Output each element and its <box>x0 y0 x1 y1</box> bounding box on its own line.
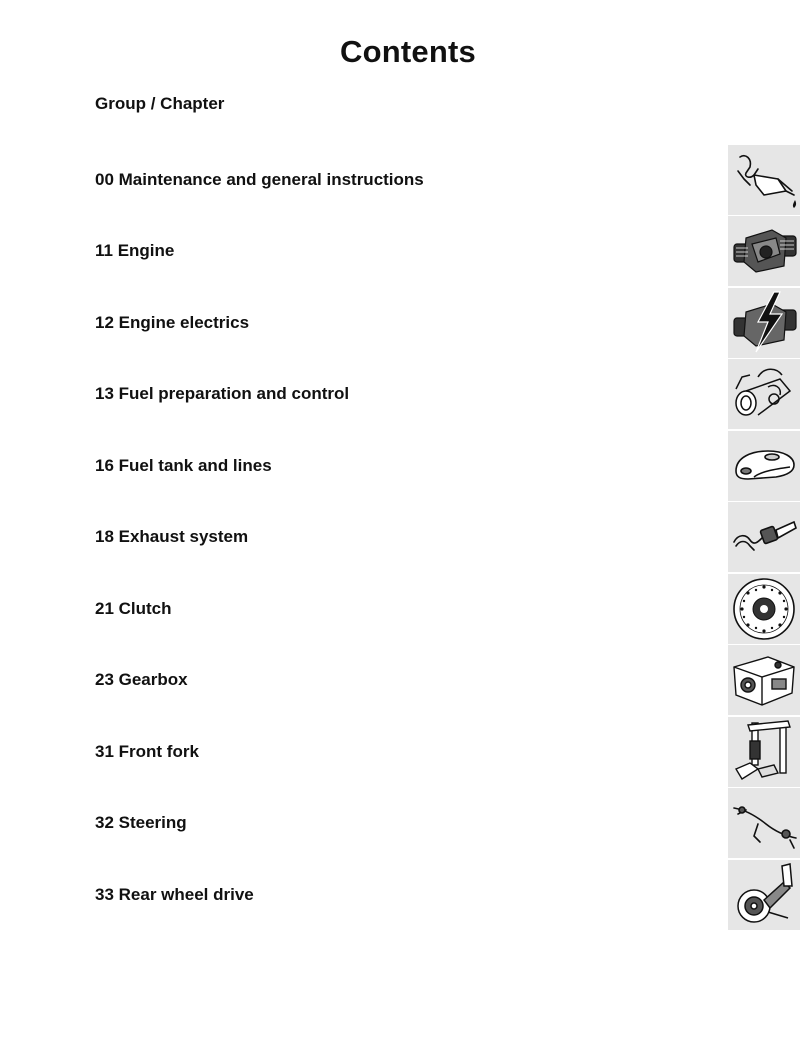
toc-item-16[interactable]: 16 Fuel tank and lines <box>95 456 272 475</box>
group-chapter-heading: Group / Chapter <box>95 94 225 113</box>
tab-16[interactable] <box>728 431 800 501</box>
tab-11[interactable] <box>728 216 800 286</box>
steering-icon <box>728 788 800 858</box>
tab-12[interactable] <box>728 288 800 358</box>
toc-item-13[interactable]: 13 Fuel preparation and control <box>95 384 350 403</box>
toc-item-33[interactable]: 33 Rear wheel drive <box>95 885 254 904</box>
rear-wheel-drive-icon <box>728 860 800 930</box>
tab-32[interactable] <box>728 788 800 858</box>
throttle-body-icon <box>728 359 800 429</box>
toc-item-12[interactable]: 12 Engine electrics <box>95 313 250 332</box>
fuel-tank-icon <box>728 431 800 501</box>
toc-item-11[interactable]: 11 Engine <box>95 241 175 260</box>
oil-can-icon <box>728 145 800 215</box>
page-title: Contents <box>340 34 476 69</box>
tab-23[interactable] <box>728 645 800 715</box>
toc-item-00[interactable]: 00 Maintenance and general instructions <box>95 170 424 189</box>
tab-18[interactable] <box>728 502 800 572</box>
clutch-disc-icon <box>728 574 800 644</box>
exhaust-icon <box>728 502 800 572</box>
toc-item-21[interactable]: 21 Clutch <box>95 599 172 618</box>
tab-31[interactable] <box>728 717 800 787</box>
toc-item-23[interactable]: 23 Gearbox <box>95 670 188 689</box>
tab-33[interactable] <box>728 860 800 930</box>
tab-00[interactable] <box>728 145 800 215</box>
engine-electrics-icon <box>728 288 800 358</box>
tab-13[interactable] <box>728 359 800 429</box>
toc-item-32[interactable]: 32 Steering <box>95 813 187 832</box>
gearbox-icon <box>728 645 800 715</box>
toc-item-31[interactable]: 31 Front fork <box>95 742 199 761</box>
tab-21[interactable] <box>728 574 800 644</box>
toc-item-18[interactable]: 18 Exhaust system <box>95 527 249 546</box>
chapter-tab-strip <box>728 145 800 931</box>
engine-icon <box>728 216 800 286</box>
front-fork-icon <box>728 717 800 787</box>
